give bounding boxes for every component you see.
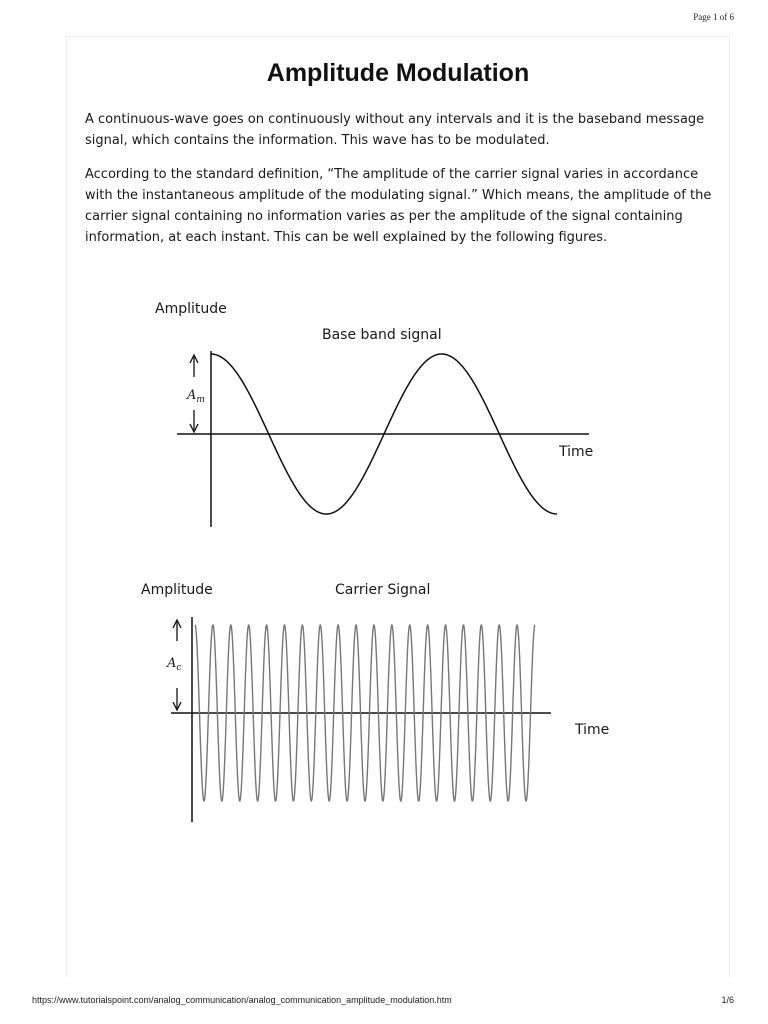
- carrier-down-arrow: [173, 688, 181, 710]
- paragraph-intro: A continuous-wave goes on continuously without any intervals and it is the baseband message signal, which contains the information. This wave has to be modulated.: [85, 112, 705, 148]
- figures-canvas: [67, 37, 729, 977]
- baseband-y-axis-label: Amplitude: [155, 301, 227, 317]
- document-page: [66, 36, 730, 977]
- footer-page-number: 1/6: [721, 995, 734, 1005]
- carrier-up-arrow: [173, 620, 181, 641]
- baseband-title: Base band signal: [322, 327, 442, 343]
- carrier-x-axis-label: Time: [575, 722, 610, 738]
- carrier-title: Carrier Signal: [335, 582, 431, 598]
- page-title: Amplitude Modulation: [266, 59, 530, 87]
- baseband-down-arrow: [190, 410, 198, 432]
- carrier-y-axis-label: Amplitude: [141, 582, 213, 598]
- page-number-header: Page 1 of 6: [693, 12, 734, 22]
- baseband-x-axis-label: Time: [559, 444, 594, 460]
- baseband-up-arrow: [190, 355, 198, 377]
- carrier-amplitude-symbol: Ac: [167, 656, 182, 673]
- baseband-amplitude-symbol: Am: [187, 388, 205, 405]
- carrier-figure: [141, 582, 609, 822]
- paragraph-definition: According to the standard definition, “The amplitude of the carrier signal varies in accordance with the instantaneous amplitude of the modulating signal.” Which means, the amplitude of the carrier signal containing no information varies as per the amplitude of the signal containing information, at each instant. This can be well explained by the following figures.: [85, 167, 712, 245]
- source-url[interactable]: https://www.tutorialspoint.com/analog_communication/analog_communication_amplitude_modulation.htm: [32, 995, 452, 1005]
- baseband-figure: [155, 301, 593, 527]
